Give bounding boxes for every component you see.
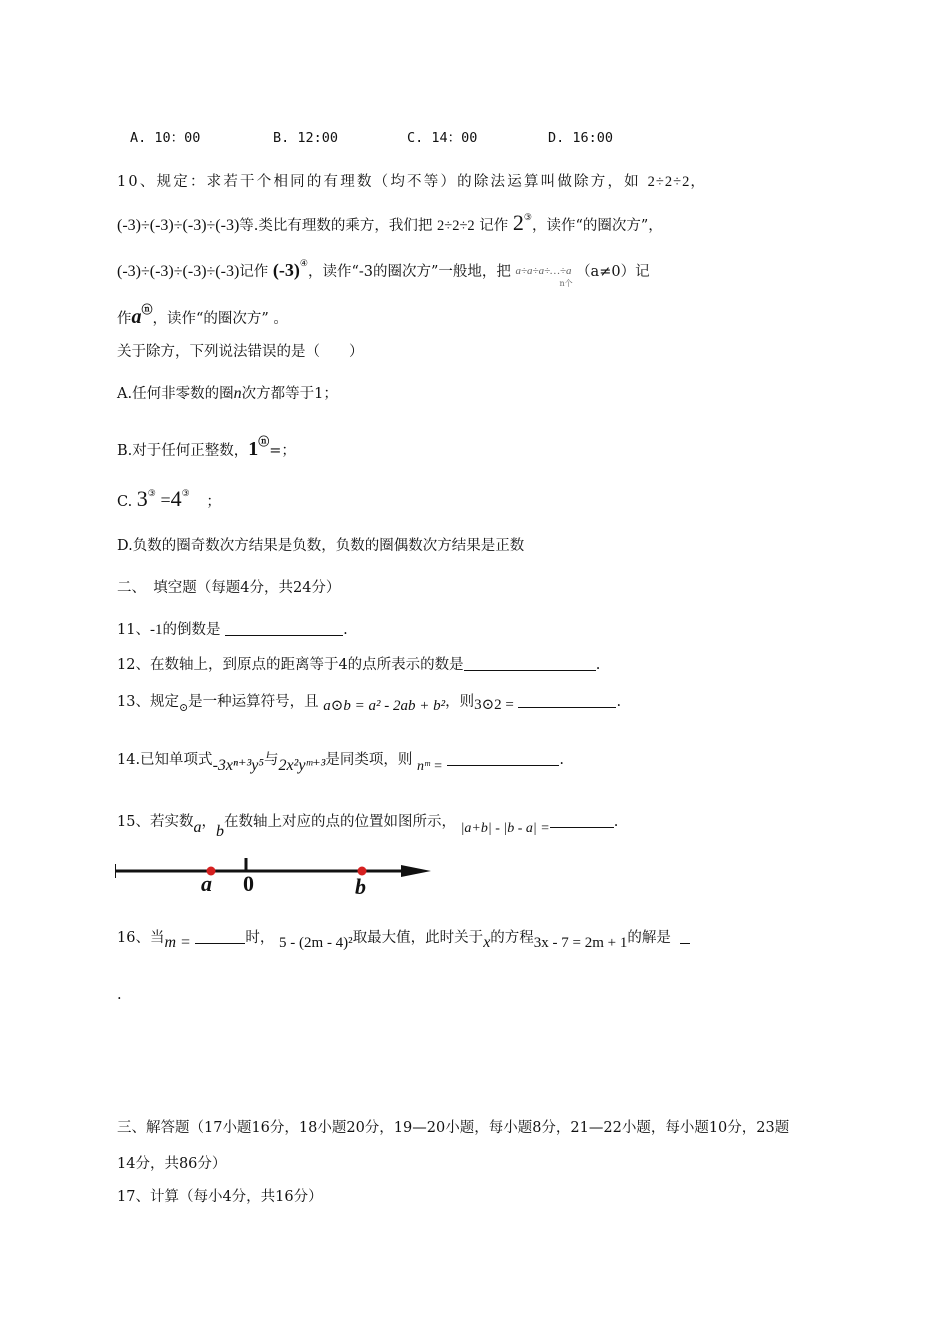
q10-text: 记作 <box>239 264 269 280</box>
q9-option-d: D. 16:00 <box>548 130 614 146</box>
q13-math: ⊙ <box>178 702 189 714</box>
q10-expr: a÷a÷a÷…÷a <box>515 265 572 277</box>
q15-text: 15、若实数 <box>117 814 194 830</box>
number-line-arrow-icon <box>401 865 431 877</box>
q15-text: 在数轴上对应的点的位置如图所示， <box>223 814 456 830</box>
q16-math: x <box>483 934 491 951</box>
q10-line2 <box>117 208 663 236</box>
q16-answer-blank[interactable] <box>680 934 690 944</box>
q13-text: . <box>616 694 622 710</box>
q16-text: 的方程 <box>490 930 534 946</box>
q15-math: |a+b| - |b - a| = <box>460 821 550 836</box>
q10-text: （a≠0）记 <box>576 264 650 280</box>
q10-option-text: ； <box>206 494 221 510</box>
label-a: a <box>201 871 212 896</box>
q10-text: 等.类比有理数的乘方，我们把 <box>239 218 433 234</box>
q10-option-b <box>117 432 296 461</box>
q14-text: 与 <box>263 752 279 768</box>
q9-option-a: A. 10：00 <box>130 130 201 146</box>
q10-sup: ④ <box>299 259 308 269</box>
q10-option-sup: ③ <box>181 489 190 499</box>
q12-answer-blank[interactable] <box>464 656 596 671</box>
q11-answer-blank[interactable] <box>225 621 343 636</box>
q10-option-text: 次方都等于1； <box>241 386 338 402</box>
q10-expr: (-3)÷(-3)÷(-3)÷(-3) <box>117 217 240 234</box>
q10-text: 作 <box>117 311 132 327</box>
q10-line3 <box>117 254 650 288</box>
q10-text: 10、规定：求若干个相同的有理数（均不等）的除法运算叫做除方，如 <box>117 174 641 190</box>
q10-expr: 2÷2÷2 <box>437 218 475 234</box>
label-b: b <box>355 874 366 898</box>
q16-math: 5 - (2m - 4)² <box>279 935 353 951</box>
q12-text: 12、在数轴上，到原点的距离等于4的点所表示的数是 <box>117 657 464 673</box>
q15-math: b <box>215 823 224 840</box>
q10-option-math: 3 <box>136 486 148 511</box>
q11 <box>117 620 348 640</box>
q10-option-d: D.负数的圈奇数次方结果是负数，负数的圈偶数次方结果是正数 <box>117 538 525 554</box>
q16 <box>117 928 690 953</box>
q10-stem: 关于除方，下列说法错误的是（ ） <box>117 344 364 360</box>
q14-text: 是同类项，则 <box>325 752 413 768</box>
q10-base: a <box>131 306 142 328</box>
q13-math: 3⊙2 = <box>474 697 514 713</box>
q10-expr: (-3)÷(-3)÷(-3)÷(-3) <box>117 263 240 280</box>
q16-math: m = <box>164 934 191 951</box>
q14-math: 2x²yᵐ⁺³ <box>278 757 326 774</box>
q16-text: 取最大值，此时关于 <box>352 930 484 946</box>
q11-text: . <box>343 622 348 638</box>
q15-text: . <box>613 814 619 830</box>
q10-option-text: A.任何非零数的圈 <box>117 386 234 402</box>
q13-math: a⊙b = a² - 2ab + b² <box>323 698 446 714</box>
q14-text: 14.已知单项式 <box>117 752 213 768</box>
section-3-line1: 三、解答题（17小题16分，18小题20分，19—20小题，每小题8分，21—22小题，每小题10分，23题 <box>117 1120 790 1136</box>
q12 <box>117 655 600 675</box>
q16-text: 时， <box>245 930 275 946</box>
q13-text: ，则 <box>445 694 475 710</box>
q10-option-sup: ③ <box>147 489 156 499</box>
q10-option-math: n <box>233 385 242 402</box>
section-2-title: 二、 填空题（每题4分，共24分） <box>117 580 341 596</box>
q10-punct: ， <box>690 174 708 190</box>
q10-sup: ⓝ <box>141 303 153 316</box>
q10-under: n个 <box>559 279 573 288</box>
q10-line4 <box>117 300 288 329</box>
q10-expr: 2÷2÷2 <box>647 174 691 190</box>
q10-text: ，读作“的圈次方”， <box>531 218 663 234</box>
number-line-figure <box>115 858 435 898</box>
q11-expr: -1 <box>149 622 163 638</box>
q13 <box>117 692 621 718</box>
section-3-line2: 14分，共86分） <box>117 1156 227 1172</box>
q9-option-c: C. 14：00 <box>407 130 478 146</box>
q17: 17、计算（每小4分，共16分） <box>117 1189 323 1205</box>
q10-option-math: = <box>160 490 171 510</box>
q10-option-c <box>117 484 221 512</box>
q12-text: . <box>595 657 601 673</box>
q11-text: 11、 <box>117 622 150 638</box>
q10-base: 2 <box>512 210 524 235</box>
q10-text: ，读作“的圈次方” 。 <box>152 311 288 327</box>
q14-math: -3xⁿ⁺³y⁵ <box>212 757 264 774</box>
q10-option-text: =； <box>269 443 296 459</box>
q16-math: 3x - 7 = 2m + 1 <box>533 935 628 951</box>
q10-option-math: 4 <box>170 486 182 511</box>
q11-text: 的倒数是 <box>162 622 221 638</box>
q10-text: ，读作“-3的圈次方”一般地，把 <box>307 264 511 280</box>
q10-sup: ③ <box>523 213 532 223</box>
q15-math: a <box>193 819 202 836</box>
q15-text: ， <box>201 814 216 830</box>
q10-text: 记作 <box>479 218 509 234</box>
q10-option-sup: ⓝ <box>258 435 270 448</box>
q14-answer-blank[interactable] <box>447 751 559 766</box>
q13-text: 是一种运算符号，且 <box>188 694 319 710</box>
label-0: 0 <box>243 871 254 896</box>
q13-text: 13、规定 <box>117 694 179 710</box>
q10-option-a <box>117 384 338 404</box>
q14-math: nᵐ = <box>416 759 443 774</box>
q9-option-b: B. 12:00 <box>273 130 339 146</box>
q13-answer-blank[interactable] <box>518 693 616 708</box>
q14 <box>117 750 564 777</box>
q14-text: . <box>559 752 564 768</box>
q10-line1 <box>117 172 707 192</box>
q16-m-blank[interactable] <box>195 929 245 944</box>
q10-option-text: C. <box>117 494 133 510</box>
q10-option-text: B.对于任何正整数， <box>117 443 249 459</box>
q10-base: (-3) <box>272 260 300 280</box>
q16-text: 16、当 <box>117 930 165 946</box>
q9-options <box>130 128 613 148</box>
q15 <box>117 812 618 842</box>
q16-text: 的解是 <box>627 930 671 946</box>
q15-answer-blank[interactable] <box>550 819 614 828</box>
q10-option-math: 1 <box>248 438 259 460</box>
q16-end: . <box>117 987 122 1003</box>
